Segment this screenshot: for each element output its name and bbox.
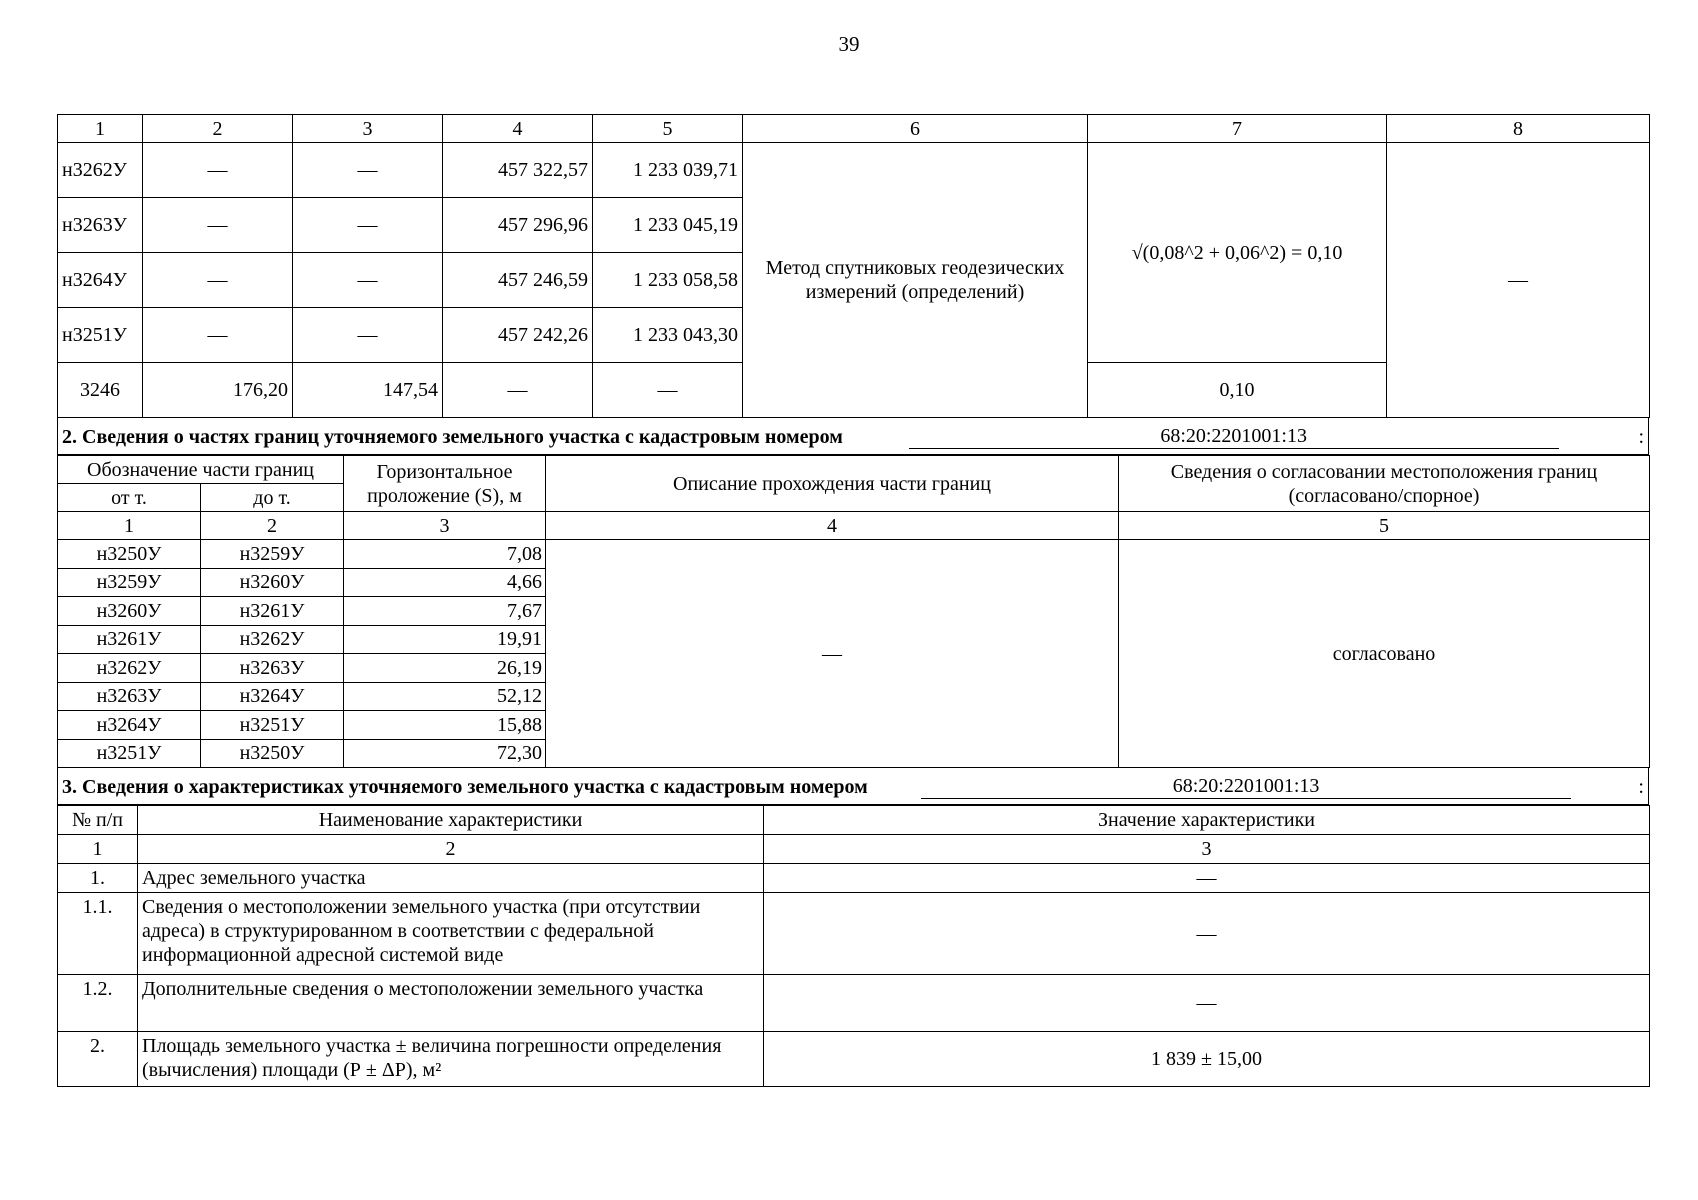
col-num-3: 3 (344, 512, 546, 540)
col-num-5: 5 (593, 115, 743, 143)
formula-cell: √(0,08^2 + 0,06^2) = 0,10 (1088, 143, 1387, 363)
characteristic-name: Площадь земельного участка ± величина погрешности определения (вычисления) площади (Р ± ΔР), м² (138, 1032, 764, 1087)
characteristic-value: — (764, 893, 1650, 975)
desc-value: — (546, 540, 1119, 768)
section3-title-row (57, 768, 1649, 805)
cell-value: 176,20 (143, 363, 293, 418)
coord-x: 457 322,57 (443, 143, 593, 198)
cell-value: — (293, 308, 443, 363)
cell-value: — (293, 143, 443, 198)
coord-y: 1 233 039,71 (593, 143, 743, 198)
head-name: Наименование характеристики (138, 806, 764, 835)
from-point: н3259У (58, 568, 201, 597)
from-point: н3263У (58, 682, 201, 711)
distance: 4,66 (344, 568, 546, 597)
section2-title-row (57, 418, 1649, 455)
head-part: Обозначение части границ (58, 456, 344, 484)
distance: 52,12 (344, 682, 546, 711)
table-row (58, 143, 1650, 198)
table-row (58, 864, 1650, 893)
row-number: 1.2. (58, 975, 138, 1032)
head-from: от т. (58, 484, 201, 512)
to-point: н3263У (201, 654, 344, 683)
section3-colon: : (1638, 775, 1644, 798)
coordinates-table (57, 114, 1650, 418)
col-num-4: 4 (546, 512, 1119, 540)
distance: 72,30 (344, 739, 546, 768)
coord-x: 457 242,26 (443, 308, 593, 363)
agree-value: согласовано (1119, 540, 1650, 768)
cell-value: 147,54 (293, 363, 443, 418)
characteristic-value: — (764, 864, 1650, 893)
col-num-3: 3 (764, 835, 1650, 864)
page-number: 39 (838, 32, 860, 56)
coord-y: 1 233 045,19 (593, 198, 743, 253)
col-num-3: 3 (293, 115, 443, 143)
head-to: до т. (201, 484, 344, 512)
head-value: Значение характеристики (764, 806, 1650, 835)
from-point: н3260У (58, 597, 201, 626)
col-num-7: 7 (1088, 115, 1387, 143)
coord-x: 457 246,59 (443, 253, 593, 308)
section2-title: 2. Сведения о частях границ уточняемого земельного участка с кадастровым номером (62, 425, 843, 448)
coord-y: — (593, 363, 743, 418)
from-point: н3250У (58, 540, 201, 569)
col8-cell: — (1387, 143, 1650, 418)
from-point: н3264У (58, 711, 201, 740)
boundary-parts-table (57, 455, 1650, 768)
characteristic-name: Адрес земельного участка (138, 864, 764, 893)
section3-title: 3. Сведения о характеристиках уточняемого земельного участка с кадастровым номером (62, 775, 868, 798)
col-num-2: 2 (143, 115, 293, 143)
to-point: н3259У (201, 540, 344, 569)
distance: 26,19 (344, 654, 546, 683)
point-name: н3263У (58, 198, 143, 253)
to-point: н3260У (201, 568, 344, 597)
cell-value: — (293, 198, 443, 253)
coord-x: 457 296,96 (443, 198, 593, 253)
characteristic-name: Сведения о местоположении земельного участка (при отсутствии адреса) в структурированном в соответствии с федеральной информационной адресной системой виде (138, 893, 764, 975)
head-desc: Описание прохождения части границ (546, 456, 1119, 512)
head-num: № п/п (58, 806, 138, 835)
coord-x: — (443, 363, 593, 418)
head-dist: Горизонтальное проложение (S), м (344, 456, 546, 512)
table-row (58, 540, 1650, 569)
col-num-4: 4 (443, 115, 593, 143)
to-point: н3250У (201, 739, 344, 768)
col-num-1: 1 (58, 512, 201, 540)
method-cell: Метод спутниковых геодезических измерений (определений) (743, 143, 1088, 418)
characteristic-value: 1 839 ± 15,00 (764, 1032, 1650, 1087)
from-point: н3261У (58, 625, 201, 654)
head-agree: Сведения о согласовании местоположения границ (согласовано/спорное) (1119, 456, 1650, 512)
coord-y: 1 233 043,30 (593, 308, 743, 363)
coordinates-header-row (58, 115, 1650, 143)
to-point: н3261У (201, 597, 344, 626)
cell-value: — (143, 143, 293, 198)
col-num-1: 1 (58, 835, 138, 864)
col-num-5: 5 (1119, 512, 1650, 540)
table-row (58, 1032, 1650, 1087)
row-number: 1.1. (58, 893, 138, 975)
col-num-8: 8 (1387, 115, 1650, 143)
characteristics-table (57, 805, 1650, 1087)
section3-cadastral-number: 68:20:2201001:13 (921, 774, 1571, 799)
distance: 15,88 (344, 711, 546, 740)
point-name: н3251У (58, 308, 143, 363)
row-number: 2. (58, 1032, 138, 1087)
cell-value: — (143, 308, 293, 363)
point-name: 3246 (58, 363, 143, 418)
distance: 7,67 (344, 597, 546, 626)
section2-cadastral-number: 68:20:2201001:13 (909, 424, 1559, 449)
col-num-2: 2 (138, 835, 764, 864)
col-num-1: 1 (58, 115, 143, 143)
characteristic-name: Дополнительные сведения о местоположении земельного участка (138, 975, 764, 1032)
to-point: н3262У (201, 625, 344, 654)
col-num-6: 6 (743, 115, 1088, 143)
accuracy-cell: 0,10 (1088, 363, 1387, 418)
to-point: н3251У (201, 711, 344, 740)
col-num-2: 2 (201, 512, 344, 540)
from-point: н3251У (58, 739, 201, 768)
distance: 7,08 (344, 540, 546, 569)
section2-colon: : (1638, 425, 1644, 448)
document-sheet (57, 114, 1649, 1087)
table-row (58, 893, 1650, 975)
from-point: н3262У (58, 654, 201, 683)
coord-y: 1 233 058,58 (593, 253, 743, 308)
point-name: н3262У (58, 143, 143, 198)
row-number: 1. (58, 864, 138, 893)
distance: 19,91 (344, 625, 546, 654)
table-row (58, 975, 1650, 1032)
cell-value: — (143, 253, 293, 308)
cell-value: — (143, 198, 293, 253)
to-point: н3264У (201, 682, 344, 711)
point-name: н3264У (58, 253, 143, 308)
cell-value: — (293, 253, 443, 308)
characteristic-value: — (764, 975, 1650, 1032)
